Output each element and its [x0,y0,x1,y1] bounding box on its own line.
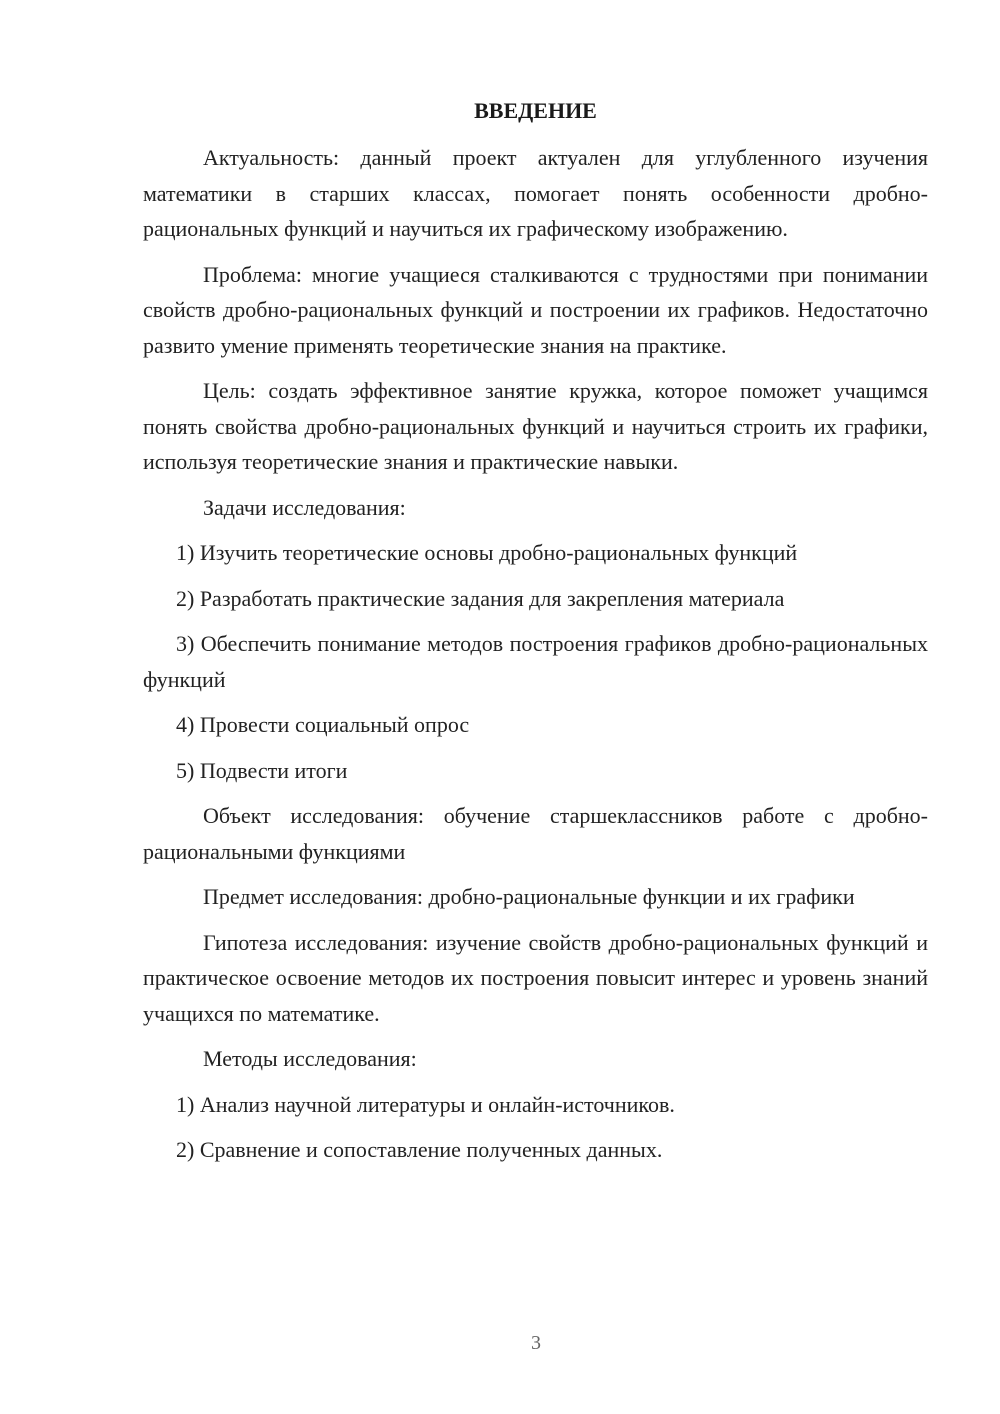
task-item-3: 3) Обеспечить понимание методов построения графиков дробно-рациональных функций [143,631,928,692]
task-item-2: 2) Разработать практические задания для закрепления материала [176,585,785,611]
object-paragraph: Объект исследования: обучение старшеклассников работе с дробно-рациональными функциями [143,803,928,864]
section-title: ВВЕДЕНИЕ [474,98,597,123]
task-item-1: 1) Изучить теоретические основы дробно-рациональных функций [176,540,798,565]
problem-paragraph: Проблема: многие учащиеся сталкиваются с трудностями при понимании свойств дробно-рациональных функций и построении их графиков. Недостаточно развито умение применять теоретические знания на практике. [143,261,928,358]
tasks-heading: Задачи исследования: [203,494,406,520]
task-item-5: 5) Подвести итоги [176,757,348,783]
methods-heading: Методы исследования: [203,1046,417,1071]
method-item-2: 2) Сравнение и сопоставление полученных данных. [176,1137,663,1162]
page-number: 3 [531,1332,541,1354]
hypothesis-paragraph: Гипотеза исследования: изучение свойств дробно-рациональных функций и практическое освоение методов их построения повысит интерес и уровень знаний учащихся по математике. [143,929,928,1026]
method-item-1: 1) Анализ научной литературы и онлайн-источников. [176,1091,675,1117]
subject-paragraph: Предмет исследования: дробно-рациональные функции и их графики [203,884,855,909]
relevance-paragraph: Актуальность: данный проект актуален для углубленного изучения математики в старших классах, помогает понять особенности дробно-рациональных функций и научиться их графическому изображению. [143,145,928,241]
goal-paragraph: Цель: создать эффективное занятие кружка, которое поможет учащимся понять свойства дробно-рациональных функций и научиться строить их графики, используя теоретические знания и практические навыки. [143,378,928,474]
document-body [143,96,928,1178]
task-item-4: 4) Провести социальный опрос [176,712,470,737]
